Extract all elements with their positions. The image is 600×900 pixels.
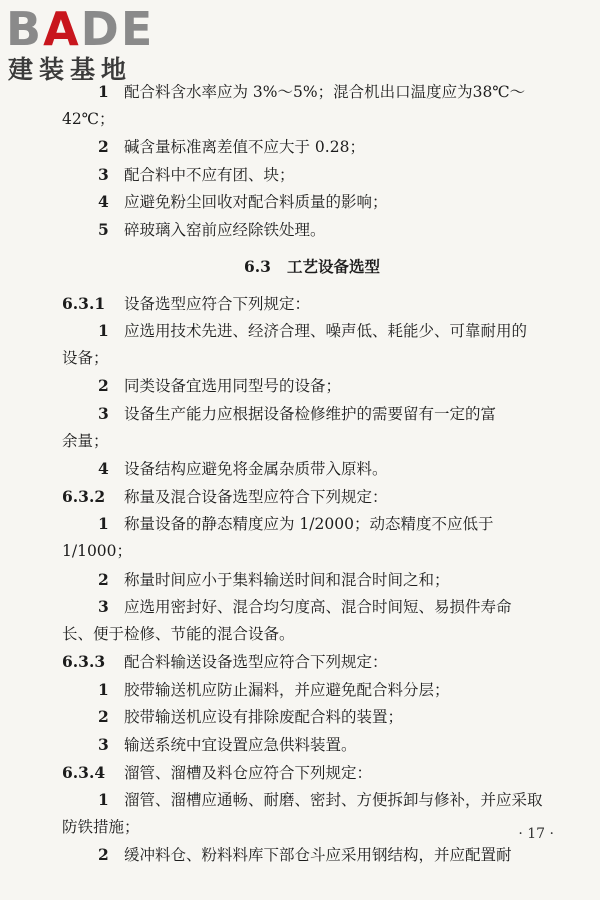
clause-text: 设备选型应符合下列规定： [124, 294, 311, 313]
item-number: 2 [98, 376, 109, 396]
item-text: 胶带输送机应设有排除废配合料的装置； [124, 708, 404, 727]
list-item [62, 400, 562, 428]
item-number: 2 [98, 137, 109, 157]
section-number: 6.3 [244, 256, 271, 276]
item-number: 2 [98, 569, 109, 589]
item-number: 1 [98, 514, 109, 534]
item-text: 输送系统中宜设置应急供料装置。 [124, 736, 357, 755]
item-text: 溜管、溜槽应通畅、耐磨、密封、方便拆卸与修补，并应采取 [124, 791, 543, 810]
item-text: 称量设备的静态精度应为 1/2000；动态精度不应低于 [124, 515, 494, 534]
section-title: 工艺设备选型 [286, 256, 380, 276]
clause-number: 6.3.4 [62, 762, 106, 782]
item-number: 1 [98, 679, 109, 699]
item-continuation: 42℃； [62, 109, 115, 128]
list-item [62, 593, 562, 621]
document-body [62, 78, 562, 869]
clause-text: 称量及混合设备选型应符合下列规定： [124, 487, 388, 506]
section-heading [62, 244, 562, 290]
item-text: 配合料中不应有团、块； [124, 165, 295, 184]
item-text: 碎玻璃入窑前应经除铁处理。 [124, 220, 326, 239]
item-number: 1 [98, 790, 109, 810]
list-item [62, 703, 562, 731]
clause-heading [62, 290, 562, 318]
item-number: 2 [98, 707, 109, 727]
clause-number: 6.3.2 [62, 486, 106, 506]
clause-heading [62, 759, 562, 787]
item-continuation: 余量； [62, 431, 109, 450]
item-continuation: 防铁措施； [62, 817, 140, 836]
item-continuation: 设备； [62, 348, 109, 367]
list-item [62, 133, 562, 161]
item-number: 2 [98, 845, 109, 865]
clause-list [62, 290, 562, 869]
item-number: 5 [98, 219, 109, 239]
item-number: 3 [98, 597, 109, 617]
item-text: 同类设备宜选用同型号的设备； [124, 377, 342, 396]
item-number: 4 [98, 192, 109, 212]
list-item [62, 566, 562, 594]
page-number: · 17 · [518, 826, 554, 842]
item-text: 应选用技术先进、经济合理、噪声低、耗能少、可靠耐用的 [124, 322, 528, 341]
item-text: 应避免粉尘回收对配合料质量的影响； [124, 193, 388, 212]
list-item [62, 841, 562, 869]
clause-text: 溜管、溜槽及料仓应符合下列规定： [124, 763, 373, 782]
item-continuation: 1/1000； [62, 541, 133, 560]
list-item [62, 510, 562, 538]
clause-text: 配合料输送设备选型应符合下列规定： [124, 653, 388, 672]
item-number: 1 [98, 82, 109, 101]
item-number: 3 [98, 735, 109, 755]
logo-wordmark: BADE [6, 2, 155, 56]
clause-number: 6.3.1 [62, 293, 106, 313]
logo-subtitle: 建装基地 [8, 55, 133, 84]
list-item [62, 372, 562, 400]
list-item [62, 317, 562, 345]
list-item [62, 188, 562, 216]
item-text: 胶带输送机应防止漏料，并应避免配合料分层； [124, 680, 450, 699]
item-number: 3 [98, 164, 109, 184]
item-number: 3 [98, 403, 109, 423]
list-item [62, 731, 562, 759]
item-text: 缓冲料仓、粉料料库下部仓斗应采用钢结构，并应配置耐 [124, 846, 512, 865]
item-text: 应选用密封好、混合均匀度高、混合时间短、易损件寿命 [124, 598, 512, 617]
item-text: 配合料含水率应为 3%～5%；混合机出口温度应为38℃～ [124, 83, 526, 101]
list-item [62, 78, 562, 106]
clause-heading [62, 648, 562, 676]
clause-number: 6.3.3 [62, 652, 106, 672]
clause-heading [62, 483, 562, 511]
list-item [62, 676, 562, 704]
list-item [62, 216, 562, 244]
list-item [62, 161, 562, 189]
list-item [62, 786, 562, 814]
item-text: 设备结构应避免将金属杂质带入原料。 [124, 460, 388, 479]
item-text: 设备生产能力应根据设备检修维护的需要留有一定的富 [124, 404, 497, 423]
item-text: 碱含量标准离差值不应大于 0.28； [124, 138, 365, 157]
item-number: 4 [98, 459, 109, 479]
item-continuation: 长、便于检修、节能的混合设备。 [62, 624, 295, 643]
continued-list [62, 78, 562, 244]
item-number: 1 [98, 321, 109, 341]
bade-logo [6, 4, 176, 84]
item-text: 称量时间应小于集料输送时间和混合时间之和； [124, 570, 450, 589]
list-item [62, 455, 562, 483]
